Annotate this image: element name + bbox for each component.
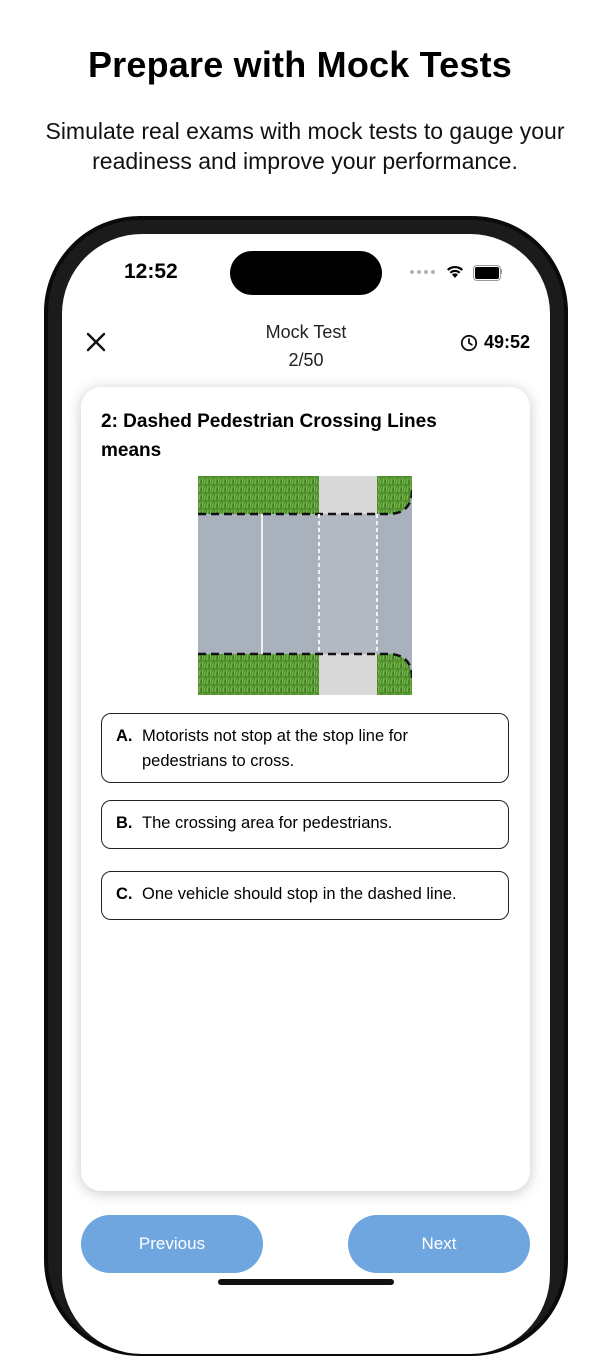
question-card [81, 387, 530, 1191]
timer-value: 49:52 [483, 332, 530, 352]
signal-icon [410, 270, 435, 274]
option-text: Motorists not stop at the stop line for pedestrians to cross. [142, 727, 408, 770]
option-letter: C. [116, 885, 133, 903]
dynamic-island [230, 251, 382, 295]
option-text: The crossing area for pedestrians. [142, 814, 393, 832]
status-icons [410, 264, 501, 279]
battery-icon [473, 265, 501, 279]
wifi-icon [445, 264, 465, 279]
status-time: 12:52 [124, 260, 178, 283]
clock-icon [460, 334, 478, 352]
home-indicator[interactable] [218, 1279, 394, 1285]
phone-screen [62, 234, 550, 1354]
option-letter: B. [116, 814, 133, 832]
promo-title: Prepare with Mock Tests [87, 44, 513, 85]
option-c[interactable] [101, 871, 509, 920]
question-progress: 2/50 [288, 350, 324, 370]
previous-button[interactable]: Previous [81, 1215, 263, 1273]
option-text: One vehicle should stop in the dashed line. [142, 885, 457, 903]
timer [460, 332, 530, 353]
option-letter: A. [116, 727, 133, 745]
crossing-illustration [198, 476, 412, 695]
option-a[interactable] [101, 713, 509, 783]
option-b[interactable] [101, 800, 509, 849]
screen-title: Mock Test [265, 322, 347, 342]
promo-subtitle: Simulate real exams with mock tests to gauge your readiness and improve your performance. [45, 118, 565, 174]
next-button[interactable]: Next [348, 1215, 530, 1273]
question-text: 2: Dashed Pedestrian Crossing Lines means [101, 411, 437, 461]
